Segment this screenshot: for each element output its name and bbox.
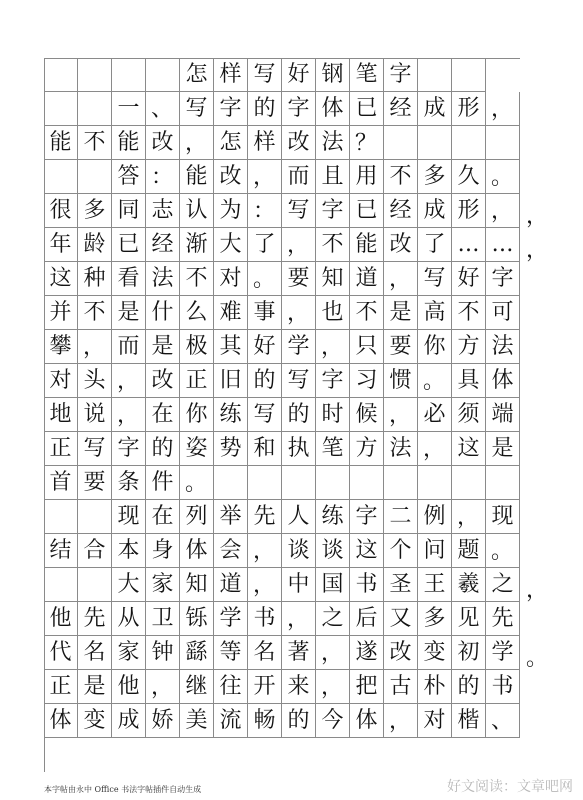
grid-cell: 体 (180, 534, 214, 568)
grid-cell: 名 (248, 636, 282, 670)
grid-cell: 可 (486, 296, 520, 330)
grid-cell: 之 (486, 568, 520, 602)
grid-cell: ， (452, 500, 486, 534)
grid-cell (384, 466, 418, 500)
grid-cell: 人 (282, 500, 316, 534)
grid-cell: 方 (452, 330, 486, 364)
grid-cell: 的 (282, 704, 316, 738)
grid-cell: 字 (316, 364, 350, 398)
grid-cell: 不 (316, 228, 350, 262)
grid-cell (384, 126, 418, 160)
grid-cell: 谈 (316, 534, 350, 568)
grid-cell: 是 (384, 296, 418, 330)
grid-cell: 久 (452, 160, 486, 194)
grid-cell: 道 (214, 568, 248, 602)
grid-cell: 须 (452, 398, 486, 432)
grid-cell: 已 (350, 92, 384, 126)
grid-cell: 是 (146, 330, 180, 364)
grid-cell: 头 (78, 364, 112, 398)
grid-cell: 能 (112, 126, 146, 160)
grid-cell: 题 (452, 534, 486, 568)
grid-cell (316, 466, 350, 500)
grid-cell: 是 (112, 296, 146, 330)
grid-cell: 难 (214, 296, 248, 330)
grid-cell: 字 (486, 262, 520, 296)
grid-cell: 好 (452, 262, 486, 296)
overflow-punctuation: 。 (526, 646, 549, 671)
grid-cell: 极 (180, 330, 214, 364)
grid-cell: 经 (384, 92, 418, 126)
grid-cell: 合 (78, 534, 112, 568)
grid-cell: 是 (78, 670, 112, 704)
grid-cell: 姿 (180, 432, 214, 466)
grid-cell: 等 (214, 636, 248, 670)
grid-cell: 也 (316, 296, 350, 330)
grid-cell (418, 466, 452, 500)
grid-cell: 对 (44, 364, 78, 398)
grid-cell: 写 (180, 92, 214, 126)
grid-cell: 写 (78, 432, 112, 466)
grid-cell: 已 (350, 194, 384, 228)
grid-cell: ， (112, 398, 146, 432)
grid-cell: 具 (452, 364, 486, 398)
grid-cell: 很 (44, 194, 78, 228)
grid-cell: 国 (316, 568, 350, 602)
grid-cell: 练 (214, 398, 248, 432)
grid-cell: 只 (350, 330, 384, 364)
grid-cell: 改 (282, 126, 316, 160)
grid-cell: 字 (316, 194, 350, 228)
grid-cell: 龄 (78, 228, 112, 262)
grid-cell: 答 (112, 160, 146, 194)
grid-cell: 的 (452, 670, 486, 704)
grid-cell (44, 500, 78, 534)
grid-cell (418, 126, 452, 160)
grid-cell: 体 (44, 704, 78, 738)
grid-cell: 在 (146, 398, 180, 432)
grid-cell: 正 (44, 670, 78, 704)
grid-cell: 的 (282, 398, 316, 432)
grid-cell: 志 (146, 194, 180, 228)
grid-cell: 练 (316, 500, 350, 534)
grid-cell (78, 568, 112, 602)
grid-cell: 多 (78, 194, 112, 228)
grid-cell: ， (180, 126, 214, 160)
grid-cell (248, 466, 282, 500)
grid-cell: 卫 (146, 602, 180, 636)
grid-cell: 时 (316, 398, 350, 432)
grid-cell: 代 (44, 636, 78, 670)
grid-cell: 写 (418, 262, 452, 296)
grid-cell: 。 (418, 364, 452, 398)
grid-cell: 件 (146, 466, 180, 500)
grid-cell: 不 (78, 126, 112, 160)
grid-cell: 学 (282, 330, 316, 364)
grid-cell: 先 (486, 602, 520, 636)
grid-cell: ： (146, 160, 180, 194)
grid-cell: 字 (214, 92, 248, 126)
grid-cell (78, 92, 112, 126)
grid-cell: 列 (180, 500, 214, 534)
grid-cell: 身 (146, 534, 180, 568)
grid-cell (486, 466, 520, 500)
grid-cell: ？ (350, 126, 384, 160)
grid-cell: 、 (146, 92, 180, 126)
grid-cell: 渐 (180, 228, 214, 262)
grid-cell: 了 (248, 228, 282, 262)
grid-cell (78, 58, 112, 92)
overflow-punctuation: ， (526, 238, 549, 263)
grid-cell: 写 (282, 364, 316, 398)
grid-cell: 家 (112, 636, 146, 670)
grid-cell: 古 (384, 670, 418, 704)
grid-cell: 本 (112, 534, 146, 568)
grid-cell: 法 (486, 330, 520, 364)
grid-cell: 攀 (44, 330, 78, 364)
grid-cell: 繇 (180, 636, 214, 670)
grid-cell: ， (486, 194, 520, 228)
grid-cell: 法 (384, 432, 418, 466)
grid-cell: ： (248, 194, 282, 228)
grid-cell: 势 (214, 432, 248, 466)
grid-cell: 往 (214, 670, 248, 704)
grid-cell: 大 (214, 228, 248, 262)
grid-cell: ， (248, 534, 282, 568)
grid-cell: ， (282, 296, 316, 330)
grid-cell: 样 (248, 126, 282, 160)
grid-cell: ， (248, 568, 282, 602)
grid-cell: 这 (44, 262, 78, 296)
grid-cell: 改 (384, 228, 418, 262)
grid-cell: 著 (282, 636, 316, 670)
grid-cell: 遂 (350, 636, 384, 670)
grid-cell: 惯 (384, 364, 418, 398)
grid-cell: 能 (180, 160, 214, 194)
grid-cell: 的 (248, 92, 282, 126)
grid-cell: 改 (146, 126, 180, 160)
grid-cell: 高 (418, 296, 452, 330)
grid-cell: 学 (214, 602, 248, 636)
grid-cell (78, 500, 112, 534)
grid-cell: 见 (452, 602, 486, 636)
grid-cell: 什 (146, 296, 180, 330)
grid-cell: 要 (282, 262, 316, 296)
grid-cell: 是 (486, 432, 520, 466)
grid-cell: 了 (418, 228, 452, 262)
grid-cell: 铄 (180, 602, 214, 636)
grid-cell: 必 (418, 398, 452, 432)
grid-cell: 不 (452, 296, 486, 330)
grid-cell: 多 (418, 602, 452, 636)
grid-cell: 钢 (316, 58, 350, 92)
grid-cell: 学 (486, 636, 520, 670)
grid-cell: 的 (146, 432, 180, 466)
grid-cell: 变 (78, 704, 112, 738)
grid-cell: 写 (248, 398, 282, 432)
grid-cell: 对 (214, 262, 248, 296)
grid-cell (452, 126, 486, 160)
grid-cell: 么 (180, 296, 214, 330)
grid-cell: 不 (78, 296, 112, 330)
grid-cell: 。 (248, 262, 282, 296)
grid-cell (486, 126, 520, 160)
grid-cell: 畅 (248, 704, 282, 738)
grid-cell: 和 (248, 432, 282, 466)
grid-cell: 先 (78, 602, 112, 636)
grid-cell (44, 92, 78, 126)
grid-cell (44, 58, 78, 92)
grid-cell: 问 (418, 534, 452, 568)
grid-cell: 且 (316, 160, 350, 194)
overflow-punctuation: ， (526, 578, 549, 603)
grid-cell: 看 (112, 262, 146, 296)
grid-cell: 端 (486, 398, 520, 432)
grid-cell: 要 (78, 466, 112, 500)
grid-cell: 笔 (350, 58, 384, 92)
generator-note: 本字帖由永中 Office 书法字帖插件自动生成 (44, 785, 202, 794)
grid-cell: 事 (248, 296, 282, 330)
grid-cell: 来 (282, 670, 316, 704)
grid-cell: ， (384, 398, 418, 432)
grid-cell: 不 (180, 262, 214, 296)
grid-cell: 法 (146, 262, 180, 296)
grid-cell: ， (316, 636, 350, 670)
grid-cell: 变 (418, 636, 452, 670)
grid-cell: 字 (282, 92, 316, 126)
grid-cell: ， (146, 670, 180, 704)
grid-cell: 而 (282, 160, 316, 194)
grid-cell: 字 (350, 500, 384, 534)
grid-cell: 这 (350, 534, 384, 568)
grid-cell: 经 (384, 194, 418, 228)
grid-cell: 一 (112, 92, 146, 126)
grid-cell: 家 (146, 568, 180, 602)
grid-cell: 能 (44, 126, 78, 160)
grid-cell: ， (282, 602, 316, 636)
grid-cell: 怎 (214, 126, 248, 160)
grid-cell (452, 466, 486, 500)
grid-cell: 候 (350, 398, 384, 432)
grid-cell: 多 (418, 160, 452, 194)
grid-cell: 体 (350, 704, 384, 738)
grid-cell: 先 (248, 500, 282, 534)
grid-cell: 又 (384, 602, 418, 636)
grid-cell: 例 (418, 500, 452, 534)
grid-cell: 初 (452, 636, 486, 670)
grid-cell: 把 (350, 670, 384, 704)
grid-cell: 流 (214, 704, 248, 738)
grid-cell: 同 (112, 194, 146, 228)
grid-cell: 后 (350, 602, 384, 636)
grid-cell: 现 (112, 500, 146, 534)
grid-cell: 已 (112, 228, 146, 262)
grid-cell: 今 (316, 704, 350, 738)
grid-cell: 法 (316, 126, 350, 160)
grid-cell: 书 (350, 568, 384, 602)
grid-cell: 能 (350, 228, 384, 262)
grid-cell: 在 (146, 500, 180, 534)
grid-cell: 字 (384, 58, 418, 92)
site-watermark: 好文阅读：文章吧网 (447, 779, 573, 795)
grid-cell: 这 (452, 432, 486, 466)
grid-cell: 体 (486, 364, 520, 398)
grid-cell: 要 (384, 330, 418, 364)
grid-cell: 从 (112, 602, 146, 636)
grid-cell: … (486, 228, 520, 262)
grid-cell: 正 (44, 432, 78, 466)
grid-cell: 知 (180, 568, 214, 602)
grid-cell: 。 (486, 160, 520, 194)
grid-cell: 你 (418, 330, 452, 364)
grid-cell: 好 (282, 58, 316, 92)
grid-cell: 正 (180, 364, 214, 398)
grid-cell: 样 (214, 58, 248, 92)
grid-cell: 王 (418, 568, 452, 602)
grid-cell: 成 (112, 704, 146, 738)
grid-cell: 、 (486, 704, 520, 738)
grid-cell: 你 (180, 398, 214, 432)
grid-cell: 娇 (146, 704, 180, 738)
grid-cell: 好 (248, 330, 282, 364)
grid-cell: 之 (316, 602, 350, 636)
overflow-punctuation: ， (526, 204, 549, 229)
grid-cell: 方 (350, 432, 384, 466)
grid-cell: 写 (282, 194, 316, 228)
grid-cell: 执 (282, 432, 316, 466)
grid-cell: 年 (44, 228, 78, 262)
grid-cell: 字 (112, 432, 146, 466)
grid-cell: 笔 (316, 432, 350, 466)
grid-cell: 条 (112, 466, 146, 500)
grid-cell: 不 (350, 296, 384, 330)
grid-cell (44, 568, 78, 602)
grid-cell: ， (316, 670, 350, 704)
grid-cell: 朴 (418, 670, 452, 704)
grid-cell: 怎 (180, 58, 214, 92)
grid-cell: 种 (78, 262, 112, 296)
grid-cell (452, 58, 486, 92)
grid-cell: 认 (180, 194, 214, 228)
grid-cell: 书 (486, 670, 520, 704)
grid-cell: 二 (384, 500, 418, 534)
grid-cell: 羲 (452, 568, 486, 602)
grid-cell: 用 (350, 160, 384, 194)
grid-cell (282, 466, 316, 500)
grid-cell: 改 (146, 364, 180, 398)
grid-cell: 举 (214, 500, 248, 534)
grid-cell: 并 (44, 296, 78, 330)
grid-cell: 不 (384, 160, 418, 194)
grid-cell: 对 (418, 704, 452, 738)
grid-cell: 改 (214, 160, 248, 194)
grid-cell: ， (486, 92, 520, 126)
grid-cell: … (452, 228, 486, 262)
grid-cell: ， (112, 364, 146, 398)
grid-cell (418, 58, 452, 92)
grid-cell: 成 (418, 92, 452, 126)
grid-cell: 经 (146, 228, 180, 262)
grid-cell: 会 (214, 534, 248, 568)
grid-cell: 知 (316, 262, 350, 296)
grid-cell: 写 (248, 58, 282, 92)
grid-cell (146, 58, 180, 92)
grid-cell: 形 (452, 194, 486, 228)
grid-cell: 大 (112, 568, 146, 602)
grid-cell (78, 160, 112, 194)
grid-cell: 个 (384, 534, 418, 568)
grid-cell: 习 (350, 364, 384, 398)
grid-cell: ， (384, 704, 418, 738)
grid-cell: 地 (44, 398, 78, 432)
grid-cell: 其 (214, 330, 248, 364)
grid-cell: ， (78, 330, 112, 364)
grid-cell (214, 466, 248, 500)
grid-cell (112, 58, 146, 92)
grid-cell: 的 (248, 364, 282, 398)
grid-cell: 美 (180, 704, 214, 738)
grid-cell: 现 (486, 500, 520, 534)
grid-cell: 谈 (282, 534, 316, 568)
grid-cell: 中 (282, 568, 316, 602)
grid-cell: 说 (78, 398, 112, 432)
grid-cell: 。 (180, 466, 214, 500)
grid-cell: 而 (112, 330, 146, 364)
grid-cell: 书 (248, 602, 282, 636)
grid-cell: 他 (112, 670, 146, 704)
grid-cell: 成 (418, 194, 452, 228)
grid-cell: 旧 (214, 364, 248, 398)
grid-cell: 为 (214, 194, 248, 228)
grid-cell: 圣 (384, 568, 418, 602)
grid-cell: 继 (180, 670, 214, 704)
grid-cell: 改 (384, 636, 418, 670)
grid-cell: 。 (486, 534, 520, 568)
grid-cell: 道 (350, 262, 384, 296)
grid-cell: ， (418, 432, 452, 466)
grid-cell (44, 160, 78, 194)
grid-cell: ， (248, 160, 282, 194)
grid-cell: 首 (44, 466, 78, 500)
grid-cell: 形 (452, 92, 486, 126)
grid-cell: 他 (44, 602, 78, 636)
grid-cell: ， (384, 262, 418, 296)
grid-cell: 开 (248, 670, 282, 704)
grid-cell: ， (282, 228, 316, 262)
grid-cell: 钟 (146, 636, 180, 670)
grid-cell: 楷 (452, 704, 486, 738)
grid-cell: ， (316, 330, 350, 364)
grid-cell: 体 (316, 92, 350, 126)
grid-cell (350, 466, 384, 500)
grid-cell: 结 (44, 534, 78, 568)
grid-cell: 名 (78, 636, 112, 670)
